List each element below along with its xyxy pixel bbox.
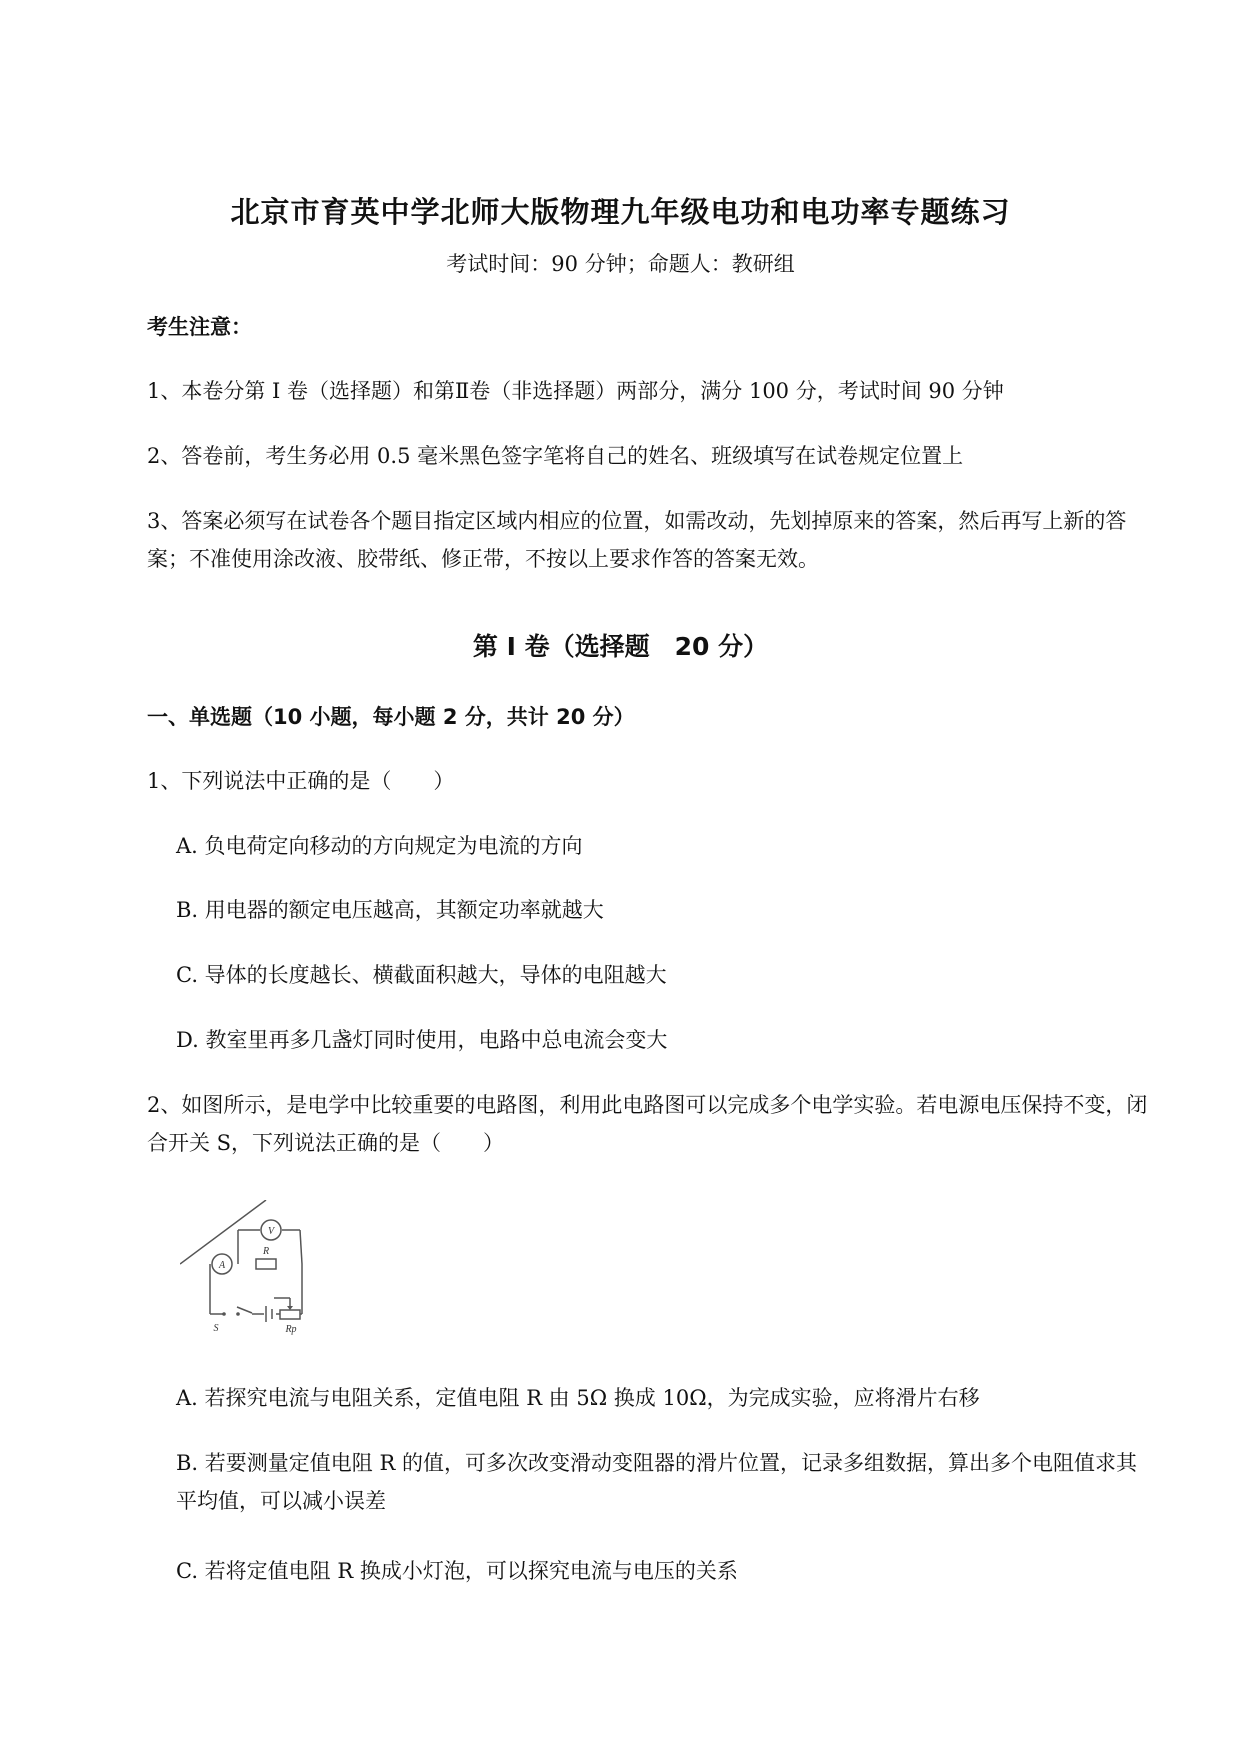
rheostat-label: Rp xyxy=(285,1324,297,1335)
question-option: D. 教室里再多几盏灯同时使用，电路中总电流会变大 xyxy=(176,1028,668,1052)
ammeter-label: A xyxy=(218,1260,226,1271)
part-title: 一、单选题（10 小题，每小题 2 分，共计 20 分） xyxy=(147,705,635,729)
page-subtitle: 考试时间：90 分钟；命题人：教研组 xyxy=(446,252,795,276)
notice-heading: 考生注意： xyxy=(147,315,252,339)
notice-item: 1、本卷分第 I 卷（选择题）和第Ⅱ卷（非选择题）两部分，满分 100 分，考试时间 90 分钟 xyxy=(147,379,1004,403)
question-stem: 1、下列说法中正确的是（ ） xyxy=(147,769,455,793)
question-stem: 2、如图所示，是电学中比较重要的电路图，利用此电路图可以完成多个电学实验。若电源电压保持不变，闭合开关 S，下列说法正确的是（ ） xyxy=(147,1093,1148,1155)
notice-item: 3、答案必须写在试卷各个题目指定区域内相应的位置，如需改动，先划掉原来的答案，然后再写上新的答案；不准使用涂改液、胶带纸、修正带，不按以上要求作答的答案无效。 xyxy=(147,509,1127,571)
question-option: C. 导体的长度越长、横截面积越大，导体的电阻越大 xyxy=(176,963,667,987)
section-title: 第 I 卷（选择题 20 分） xyxy=(472,632,769,661)
switch-label: S xyxy=(213,1323,219,1334)
question-option: B. 用电器的额定电压越高，其额定功率就越大 xyxy=(176,898,604,922)
circuit-diagram xyxy=(180,1200,320,1350)
question-option: A. 负电荷定向移动的方向规定为电流的方向 xyxy=(176,834,583,858)
resistor-symbol xyxy=(256,1259,276,1269)
voltmeter-label: V xyxy=(267,1226,275,1237)
resistor-label: R xyxy=(262,1246,270,1257)
question-option: A. 若探究电流与电阻关系，定值电阻 R 由 5Ω 换成 10Ω，为完成实验，应将滑片右移 xyxy=(176,1386,980,1410)
question-option: B. 若要测量定值电阻 R 的值，可多次改变滑动变阻器的滑片位置，记录多组数据，算出多个电阻值求其平均值，可以减小误差 xyxy=(176,1451,1137,1513)
question-option: C. 若将定值电阻 R 换成小灯泡，可以探究电流与电压的关系 xyxy=(176,1559,738,1583)
page-title: 北京市育英中学北师大版物理九年级电功和电功率专题练习 xyxy=(230,195,1011,229)
rheostat-symbol xyxy=(280,1310,300,1319)
notice-item: 2、答卷前，考生务必用 0.5 毫米黑色签字笔将自己的姓名、班级填写在试卷规定位置上 xyxy=(147,444,964,468)
